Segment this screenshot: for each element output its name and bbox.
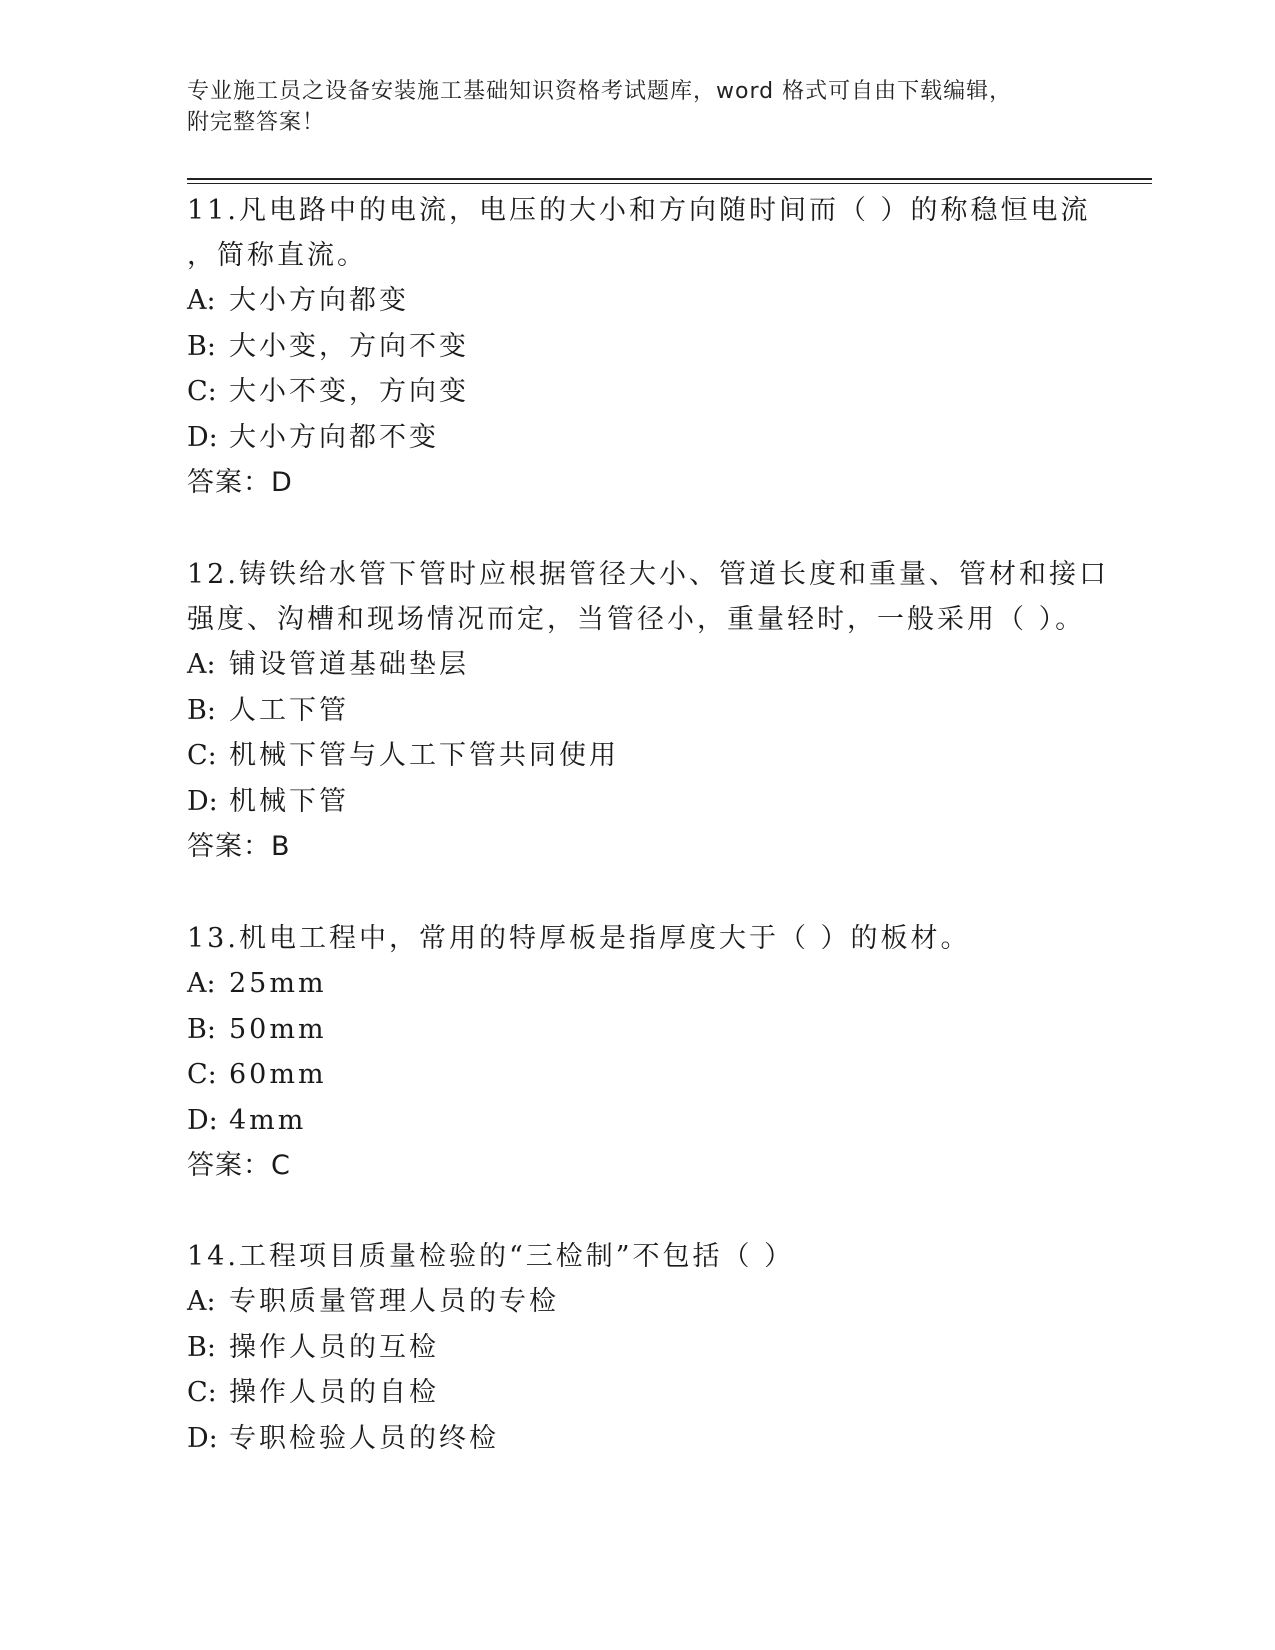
option-key: A: — [187, 649, 216, 680]
question-stem-line: 11.凡电路中的电流，电压的大小和方向随时间而（ ）的称稳恒电流 — [187, 195, 1091, 226]
option-key: A: — [187, 968, 216, 999]
option-b — [187, 688, 1087, 734]
option-a — [187, 961, 1087, 1007]
option-key: A: — [187, 285, 216, 316]
option-key: D: — [187, 421, 218, 453]
option-key: C: — [187, 376, 217, 407]
option-key: D: — [187, 785, 218, 817]
header-line-2: 附完整答案！ — [187, 110, 326, 135]
question-stem-line: 13.机电工程中，常用的特厚板是指厚度大于（ ）的板材。 — [187, 923, 971, 954]
option-a — [187, 278, 1087, 324]
option-key: D: — [187, 1422, 218, 1454]
question-stem-line: 12.铸铁给水管下管时应根据管径大小、管道长度和重量、管材和接口 — [187, 559, 1109, 590]
question-stem-line: 14.工程项目质量检验的“三检制”不包括（ ） — [187, 1241, 795, 1272]
document-header — [187, 76, 1067, 138]
option-text: 大小变，方向不变 — [229, 330, 469, 362]
option-d — [187, 415, 1087, 461]
option-text: 操作人员的自检 — [229, 1377, 439, 1408]
option-key: C: — [187, 1377, 217, 1408]
option-a — [187, 1279, 1087, 1325]
option-text: 专职质量管理人员的专检 — [229, 1286, 559, 1317]
answer-line: 答案：D — [187, 467, 293, 498]
option-text: 人工下管 — [229, 694, 349, 726]
option-text: 25mm — [229, 968, 327, 999]
option-c — [187, 369, 1087, 415]
option-d — [187, 1098, 1087, 1144]
option-key: A: — [187, 1286, 216, 1317]
option-b — [187, 1007, 1087, 1053]
question-stem-line: ，简称直流。 — [187, 240, 367, 271]
option-b — [187, 1325, 1087, 1371]
option-c — [187, 1370, 1087, 1416]
question-14 — [187, 1234, 1087, 1461]
option-text: 60mm — [229, 1059, 327, 1090]
option-b — [187, 324, 1087, 370]
option-text: 大小不变，方向变 — [229, 376, 469, 407]
question-stem-line: 强度、沟槽和现场情况而定，当管径小，重量轻时，一般采用（ ）。 — [187, 604, 1086, 635]
option-d — [187, 1416, 1087, 1462]
option-c — [187, 1052, 1087, 1098]
option-a — [187, 642, 1087, 688]
option-text: 大小方向都不变 — [229, 421, 439, 453]
option-key: C: — [187, 1059, 217, 1090]
option-key: B: — [187, 1331, 216, 1363]
option-key: D: — [187, 1104, 218, 1136]
option-text: 专职检验人员的终检 — [229, 1422, 499, 1454]
header-line-1: 专业施工员之设备安装施工基础知识资格考试题库，word 格式可自由下载编辑， — [187, 79, 1013, 104]
option-text: 50mm — [229, 1013, 327, 1045]
question-13 — [187, 916, 1087, 1188]
header-divider-thick — [187, 178, 1152, 180]
option-text: 4mm — [229, 1104, 307, 1136]
option-key: B: — [187, 694, 216, 726]
question-12 — [187, 552, 1109, 869]
option-text: 大小方向都变 — [229, 285, 409, 316]
option-d — [187, 779, 1087, 825]
question-11 — [187, 188, 1091, 505]
option-key: B: — [187, 330, 216, 362]
option-c — [187, 733, 1087, 779]
option-text: 机械下管 — [229, 785, 349, 817]
option-key: C: — [187, 740, 217, 771]
option-text: 操作人员的互检 — [229, 1331, 439, 1363]
option-key: B: — [187, 1013, 216, 1045]
option-text: 铺设管道基础垫层 — [229, 649, 469, 680]
answer-line: 答案：B — [187, 831, 291, 862]
answer-line: 答案：C — [187, 1150, 291, 1181]
header-divider-thin — [187, 183, 1152, 184]
option-text: 机械下管与人工下管共同使用 — [229, 740, 619, 771]
